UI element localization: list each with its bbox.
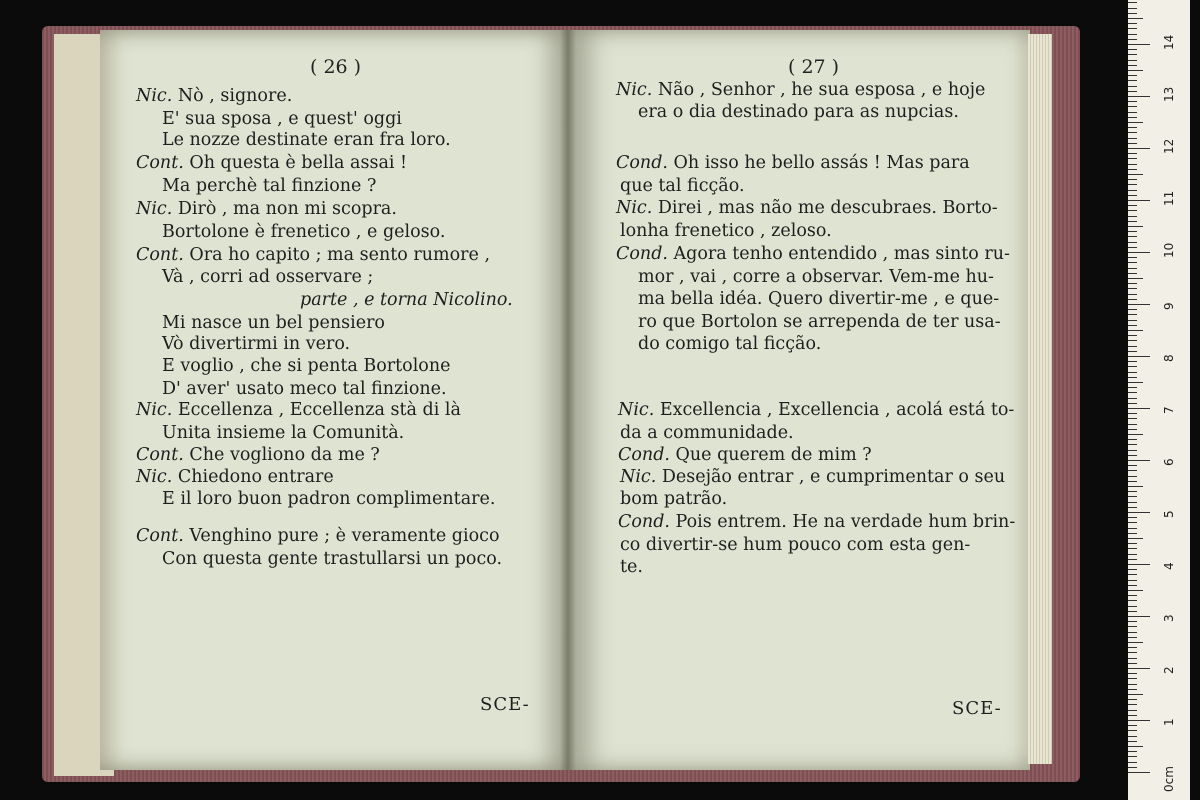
ruler-tick: [1128, 39, 1137, 40]
line-text: Não , Senhor , he sua esposa , e hoje: [652, 80, 986, 100]
speaker-name: Cont.: [136, 245, 184, 265]
ruler-tick: [1128, 689, 1137, 690]
ruler-tick: [1128, 403, 1137, 404]
ruler-tick: [1128, 574, 1137, 575]
ruler-tick: [1128, 330, 1143, 331]
ruler-tick: [1128, 257, 1137, 258]
ruler-tick: [1128, 418, 1137, 419]
line-text: bom patrão.: [620, 489, 728, 509]
right-page: [568, 30, 1030, 770]
line-text: Le nozze destinate eran fra loro.: [162, 130, 451, 150]
line-text: Agora tenho entendido , mas sinto ru-: [667, 244, 1010, 264]
ruler-tick: [1128, 772, 1150, 773]
ruler-label: 4: [1162, 562, 1176, 570]
ruler-tick: [1128, 611, 1137, 612]
ruler-tick: [1128, 351, 1137, 352]
ruler-label: 10: [1162, 242, 1176, 258]
ruler-tick: [1128, 184, 1137, 185]
ruler-tick: [1128, 580, 1137, 581]
ruler-tick: [1128, 720, 1150, 721]
ruler-tick: [1128, 132, 1137, 133]
line-text: E voglio , che si penta Bortolone: [162, 356, 451, 376]
ruler-tick: [1128, 741, 1137, 742]
ruler-tick: [1128, 746, 1143, 747]
ruler-tick: [1128, 387, 1137, 388]
ruler-tick: [1128, 195, 1137, 196]
ruler-tick: [1128, 8, 1137, 9]
ruler-tick: [1128, 320, 1137, 321]
ruler-tick: [1128, 424, 1137, 425]
ruler-tick: [1128, 304, 1150, 305]
ruler-tick: [1128, 751, 1137, 752]
line-text: Ma perchè tal finzione ?: [162, 176, 377, 196]
ruler-tick: [1128, 616, 1150, 617]
ruler-tick: [1128, 86, 1137, 87]
ruler-tick: [1128, 96, 1150, 97]
left-line: [162, 130, 451, 150]
page-number-right: ( 27 ): [788, 56, 840, 78]
ruler-tick: [1128, 356, 1150, 357]
ruler-tick: [1128, 28, 1137, 29]
line-text: mor , vai , corre a observar. Vem-me hu-: [638, 267, 994, 287]
ruler-tick: [1128, 127, 1137, 128]
left-line: [162, 222, 445, 242]
ruler-label: 7: [1162, 406, 1176, 414]
line-text: Desejão entrar , e cumprimentar o seu: [656, 467, 1006, 487]
ruler-tick: [1128, 496, 1137, 497]
ruler-tick: [1128, 699, 1137, 700]
ruler-tick: [1128, 122, 1143, 123]
ruler-tick: [1128, 632, 1137, 633]
ruler-tick: [1128, 179, 1137, 180]
ruler-tick: [1128, 533, 1137, 534]
line-text: que tal ficção.: [620, 176, 745, 196]
page-number-left: ( 26 ): [310, 56, 362, 78]
line-text: Dirò , ma non mi scopra.: [172, 199, 397, 219]
ruler-tick: [1128, 23, 1137, 24]
ruler-tick: [1128, 221, 1137, 222]
ruler-tick: [1128, 465, 1137, 466]
ruler-tick: [1128, 44, 1150, 45]
right-line: [638, 334, 821, 354]
speaker-name: Cond.: [616, 244, 668, 264]
line-text: Direi , mas não me descubraes. Borto-: [652, 198, 998, 218]
left-line: [162, 489, 495, 509]
ruler-tick: [1128, 668, 1150, 669]
ruler-label: 9: [1162, 302, 1176, 310]
ruler-tick: [1128, 652, 1137, 653]
ruler-tick: [1128, 226, 1143, 227]
ruler-tick: [1128, 658, 1137, 659]
ruler-tick: [1128, 491, 1137, 492]
speaker-name: Cond.: [618, 512, 670, 532]
ruler-tick: [1128, 325, 1137, 326]
left-line: [136, 445, 380, 465]
right-line: [616, 198, 998, 218]
left-line: [136, 400, 461, 420]
ruler-tick: [1128, 314, 1137, 315]
line-text: Nò , signore.: [172, 86, 293, 106]
line-text: E il loro buon padron complimentare.: [162, 489, 496, 509]
ruler-tick: [1128, 153, 1137, 154]
line-text: Venghino pure ; è veramente gioco: [183, 526, 500, 546]
ruler-tick: [1128, 392, 1137, 393]
ruler-tick: [1128, 470, 1137, 471]
ruler-tick: [1128, 502, 1137, 503]
right-line: [618, 445, 872, 465]
ruler-tick: [1128, 366, 1137, 367]
ruler-tick: [1128, 476, 1137, 477]
ruler-tick: [1128, 569, 1137, 570]
ruler-tick: [1128, 13, 1137, 14]
line-text: E' sua sposa , e quest' oggi: [162, 109, 402, 129]
ruler-tick: [1128, 70, 1143, 71]
ruler-tick: [1128, 398, 1137, 399]
right-line: [620, 176, 745, 196]
left-line: [136, 86, 292, 106]
left-line: [162, 313, 385, 333]
ruler-tick: [1128, 143, 1137, 144]
ruler-tick: [1128, 91, 1137, 92]
ruler-tick: [1128, 736, 1137, 737]
measurement-ruler: [1128, 0, 1190, 800]
ruler-tick: [1128, 481, 1137, 482]
ruler-tick: [1128, 340, 1137, 341]
left-line: [162, 176, 376, 196]
ruler-tick: [1128, 288, 1137, 289]
ruler-tick: [1128, 309, 1137, 310]
left-line: [162, 334, 350, 354]
right-line: [620, 221, 832, 241]
ruler-tick: [1128, 112, 1137, 113]
right-line: [620, 467, 1005, 487]
ruler-tick: [1128, 101, 1137, 102]
line-text: era o dia destinado para as nupcias.: [638, 102, 959, 122]
ruler-tick: [1128, 413, 1137, 414]
ruler-tick: [1128, 106, 1137, 107]
line-text: Unita insieme la Comunità.: [162, 423, 405, 443]
ruler-tick: [1128, 543, 1137, 544]
left-line: [136, 153, 407, 173]
line-text: Oh isso he bello assás ! Mas para: [667, 153, 970, 173]
ruler-tick: [1128, 678, 1137, 679]
ruler-tick: [1128, 247, 1137, 248]
line-text: Oh questa è bella assai !: [183, 153, 408, 173]
ruler-tick: [1128, 231, 1137, 232]
gutter-shadow: [560, 30, 576, 770]
ruler-tick: [1128, 117, 1137, 118]
ruler-label: 13: [1162, 86, 1176, 102]
left-line: [162, 356, 450, 376]
ruler-tick: [1128, 273, 1137, 274]
ruler-tick: [1128, 621, 1137, 622]
speaker-name: Cont.: [136, 445, 184, 465]
ruler-tick: [1128, 606, 1137, 607]
line-text: Chiedono entrare: [172, 467, 334, 487]
line-text: Bortolone è frenetico , e geloso.: [162, 222, 446, 242]
line-text: parte , e torna Nicolino.: [300, 290, 513, 310]
right-line: [620, 535, 970, 555]
line-text: da a communidade.: [620, 423, 794, 443]
ruler-tick: [1128, 262, 1137, 263]
line-text: Que querem de mim ?: [669, 445, 872, 465]
left-line: [162, 379, 447, 399]
ruler-tick: [1128, 626, 1137, 627]
ruler-tick: [1128, 169, 1137, 170]
ruler-tick: [1128, 429, 1137, 430]
right-line: [618, 512, 1015, 532]
right-line: [616, 244, 1010, 264]
line-text: do comigo tal ficção.: [638, 334, 822, 354]
right-line: [620, 423, 794, 443]
right-line: [638, 102, 959, 122]
right-line: [638, 289, 999, 309]
ruler-tick: [1128, 444, 1137, 445]
ruler-tick: [1128, 205, 1137, 206]
ruler-tick: [1128, 80, 1137, 81]
ruler-tick: [1128, 585, 1137, 586]
ruler-tick: [1128, 268, 1137, 269]
ruler-tick: [1128, 554, 1137, 555]
speaker-name: Nic.: [618, 400, 655, 420]
ruler-tick: [1128, 299, 1137, 300]
ruler-tick: [1128, 210, 1137, 211]
ruler-tick: [1128, 164, 1137, 165]
speaker-name: Nic.: [136, 199, 173, 219]
right-line: [616, 80, 985, 100]
ruler-tick: [1128, 372, 1137, 373]
ruler-tick: [1128, 538, 1143, 539]
line-text: te.: [620, 557, 643, 577]
ruler-label: 1: [1162, 718, 1176, 726]
ruler-tick: [1128, 704, 1137, 705]
left-line: [136, 526, 499, 546]
line-text: D' aver' usato meco tal finzione.: [162, 379, 447, 399]
speaker-name: Nic.: [136, 86, 173, 106]
ruler-label: 2: [1162, 666, 1176, 674]
ruler-label: 8: [1162, 354, 1176, 362]
catchword-right: SCE-: [952, 698, 1002, 719]
right-line: [620, 557, 643, 577]
ruler-label: 14: [1162, 34, 1176, 50]
ruler-tick: [1128, 382, 1143, 383]
ruler-tick: [1128, 434, 1143, 435]
ruler-tick: [1128, 642, 1143, 643]
ruler-label: 6: [1162, 458, 1176, 466]
left-page: [100, 30, 568, 770]
speaker-name: Nic.: [136, 400, 173, 420]
ruler-tick: [1128, 684, 1137, 685]
ruler-tick: [1128, 528, 1137, 529]
ruler-tick: [1128, 762, 1137, 763]
ruler-tick: [1128, 54, 1137, 55]
speaker-name: Nic.: [616, 80, 653, 100]
ruler-tick: [1128, 75, 1137, 76]
left-line: [136, 245, 490, 265]
ruler-tick: [1128, 18, 1143, 19]
ruler-tick: [1128, 34, 1137, 35]
line-text: lonha frenetico , zeloso.: [620, 221, 832, 241]
ruler-tick: [1128, 559, 1137, 560]
ruler-tick: [1128, 294, 1137, 295]
ruler-tick: [1128, 486, 1143, 487]
line-text: Che vogliono da me ?: [183, 445, 380, 465]
line-text: Ora ho capito ; ma sento rumore ,: [183, 245, 491, 265]
ruler-tick: [1128, 460, 1150, 461]
ruler-tick: [1128, 148, 1150, 149]
left-line: [136, 467, 334, 487]
line-text: ma bella idéa. Quero divertir-me , e que-: [638, 289, 1000, 309]
ruler-tick: [1128, 216, 1137, 217]
ruler-tick: [1128, 174, 1143, 175]
ruler-tick: [1128, 335, 1137, 336]
ruler-tick: [1128, 512, 1150, 513]
ruler-tick: [1128, 507, 1137, 508]
line-text: Con questa gente trastullarsi un poco.: [162, 549, 503, 569]
ruler-tick: [1128, 190, 1137, 191]
ruler-tick: [1128, 439, 1137, 440]
speaker-name: Nic.: [136, 467, 173, 487]
ruler-tick: [1128, 65, 1137, 66]
line-text: Excellencia , Excellencia , acolá está to-: [654, 400, 1015, 420]
speaker-name: Nic.: [616, 198, 653, 218]
ruler-tick: [1128, 715, 1137, 716]
ruler-tick: [1128, 60, 1137, 61]
ruler-tick: [1128, 455, 1137, 456]
speaker-name: Cond.: [618, 445, 670, 465]
line-text: Và , corri ad osservare ;: [162, 267, 374, 287]
catchword-left: SCE-: [480, 694, 530, 715]
ruler-tick: [1128, 756, 1137, 757]
ruler-tick: [1128, 377, 1137, 378]
right-line: [620, 489, 727, 509]
ruler-tick: [1128, 600, 1137, 601]
ruler-tick: [1128, 278, 1143, 279]
ruler-tick: [1128, 522, 1137, 523]
ruler-tick: [1128, 673, 1137, 674]
ruler-tick: [1128, 595, 1137, 596]
ruler-tick: [1128, 200, 1150, 201]
speaker-name: Cond.: [616, 153, 668, 173]
ruler-tick: [1128, 590, 1143, 591]
ruler-tick: [1128, 725, 1137, 726]
page-fore-edge: [1028, 34, 1052, 764]
left-line: [162, 267, 373, 287]
right-line: [638, 312, 1001, 332]
ruler-tick: [1128, 346, 1137, 347]
ruler-tick: [1128, 564, 1150, 565]
line-text: Mi nasce un bel pensiero: [162, 313, 385, 333]
ruler-tick: [1128, 408, 1150, 409]
ruler-tick: [1128, 138, 1137, 139]
ruler-label: 12: [1162, 138, 1176, 154]
ruler-tick: [1128, 548, 1137, 549]
left-line: [162, 109, 402, 129]
left-line: [162, 423, 404, 443]
ruler-tick: [1128, 450, 1137, 451]
ruler-label: 11: [1162, 190, 1176, 206]
line-text: Eccellenza , Eccellenza stà di là: [172, 400, 461, 420]
ruler-tick: [1128, 710, 1137, 711]
left-line: [162, 549, 502, 569]
speaker-name: Cont.: [136, 526, 184, 546]
ruler-tick: [1128, 767, 1137, 768]
right-line: [638, 267, 994, 287]
ruler-tick: [1128, 517, 1137, 518]
ruler-tick: [1128, 361, 1137, 362]
ruler-tick: [1128, 647, 1137, 648]
right-line: [618, 400, 1014, 420]
ruler-tick: [1128, 252, 1150, 253]
ruler-tick: [1128, 663, 1137, 664]
speaker-name: Nic.: [620, 467, 657, 487]
ruler-tick: [1128, 694, 1143, 695]
ruler-tick: [1128, 637, 1137, 638]
ruler-tick: [1128, 283, 1137, 284]
ruler-tick: [1128, 2, 1137, 3]
speaker-name: Cont.: [136, 153, 184, 173]
ruler-tick: [1128, 242, 1137, 243]
ruler-label: 0cm: [1162, 766, 1176, 792]
ruler-label: 5: [1162, 510, 1176, 518]
ruler-tick: [1128, 49, 1137, 50]
line-text: Vò divertirmi in vero.: [162, 334, 351, 354]
line-text: Pois entrem. He na verdade hum brin-: [669, 512, 1016, 532]
ruler-tick: [1128, 158, 1137, 159]
left-line: [300, 290, 513, 310]
left-line: [136, 199, 397, 219]
line-text: ro que Bortolon se arrependa de ter usa-: [638, 312, 1001, 332]
right-line: [616, 153, 970, 173]
line-text: co divertir-se hum pouco com esta gen-: [620, 535, 971, 555]
ruler-tick: [1128, 730, 1137, 731]
ruler-tick: [1128, 236, 1137, 237]
ruler-label: 3: [1162, 614, 1176, 622]
